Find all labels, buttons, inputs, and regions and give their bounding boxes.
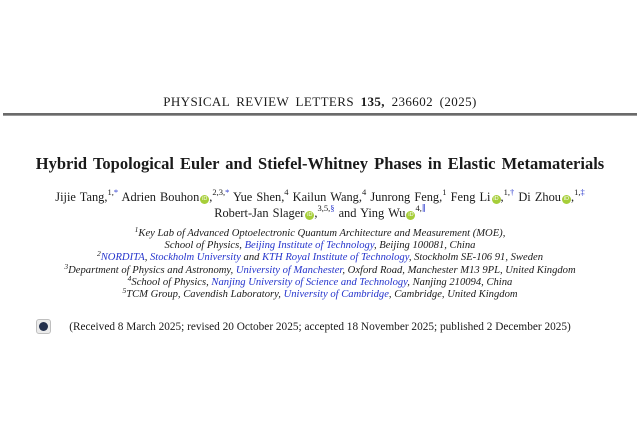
orcid-icon[interactable]: iD	[202, 196, 208, 202]
author-separator: ,	[500, 190, 504, 204]
author-separator: ,	[209, 190, 213, 204]
orcid-icon[interactable]: iD	[563, 196, 570, 202]
author-name: Di Zhou	[518, 190, 561, 204]
author-superscript	[442, 187, 446, 197]
affiliation-text: TCM Group, Cavendish Laboratory,	[126, 289, 284, 301]
author-separator: ,	[314, 206, 318, 220]
author-superscript	[317, 203, 334, 213]
affiliation-number: 1,	[107, 187, 114, 197]
received-row	[0, 318, 640, 336]
author-superscript	[212, 187, 229, 197]
institution-link[interactable]: University of Manchester	[235, 264, 343, 276]
author-superscript	[415, 203, 425, 213]
author-separator: ,	[358, 190, 362, 204]
journal-volume: 135,	[360, 94, 392, 109]
orcid-icon[interactable]: iD	[408, 212, 414, 218]
affiliation-number: 4	[361, 187, 367, 197]
affiliation-number: 4	[284, 187, 289, 197]
affiliation-list	[0, 225, 640, 301]
affiliation-text: ,	[144, 252, 150, 264]
institution-link[interactable]: NORDITA	[100, 252, 145, 264]
affiliation-number: 4,	[415, 203, 422, 213]
affiliation-text: , Oxford Road, Manchester M13 9PL, United Kingdom	[342, 264, 576, 276]
author-joiner: and	[338, 206, 361, 220]
journal-header	[0, 94, 640, 110]
author-separator: ,	[104, 190, 108, 204]
orcid-icon[interactable]: iD	[307, 212, 313, 218]
crossmark-circle	[39, 322, 48, 331]
affiliation-text: Key Lab of Advanced Optoelectronic Quantum Architecture and Measurement (MOE),	[138, 228, 506, 239]
affiliation-number: 1,	[574, 187, 581, 197]
affiliation-superscript: 1	[134, 225, 139, 234]
affiliation-line	[0, 273, 640, 289]
affiliation-text: , Beijing 100081, China	[373, 240, 476, 252]
affiliation-text: School of Physics,	[164, 240, 245, 252]
affiliation-line	[0, 225, 640, 240]
author-name: Robert-Jan Slager	[214, 206, 305, 220]
author-superscript	[362, 187, 366, 197]
author-name: Kailun Wang	[292, 190, 359, 204]
footnote-link[interactable]: §	[330, 203, 335, 213]
author-superscript	[107, 187, 118, 197]
author-superscript	[284, 187, 288, 197]
affiliation-text: , Cambridge, United Kingdom	[388, 289, 518, 301]
affiliation-number: 3,5,	[317, 203, 331, 213]
institution-link[interactable]: Beijing Institute of Technology	[244, 240, 374, 252]
author-name: Junrong Feng	[370, 190, 440, 204]
affiliation-number: 1	[442, 187, 447, 197]
paper-title: Hybrid Topological Euler and Stiefel-Whitney Phases in Elastic Metamaterials	[35, 154, 605, 173]
author-name: Feng Li	[450, 190, 491, 204]
footnote-link[interactable]: †	[509, 187, 515, 197]
author-line	[0, 205, 640, 221]
affiliation-text: Department of Physics and Astronomy,	[68, 264, 236, 276]
affiliation-text: , Nanjing 210094, China	[407, 276, 513, 288]
institution-link[interactable]: KTH Royal Institute of Technology	[262, 252, 409, 264]
author-name: Ying Wu	[360, 206, 406, 220]
affiliation-number: 1,	[503, 187, 510, 197]
affiliation-line	[0, 261, 640, 277]
author-separator: ,	[281, 190, 285, 204]
affiliation-superscript: 4	[127, 273, 132, 283]
author-superscript	[574, 187, 585, 197]
author-name: Yue Shen	[233, 190, 282, 204]
journal-name: PHYSICAL REVIEW LETTERS	[163, 94, 361, 109]
institution-link[interactable]: University of Cambridge	[283, 289, 389, 301]
author-superscript	[504, 187, 515, 197]
institution-link[interactable]: Nanjing University of Science and Technology	[211, 276, 408, 288]
header-rule	[3, 113, 637, 116]
affiliation-line	[0, 249, 640, 264]
orcid-icon[interactable]: iD	[493, 196, 499, 202]
affiliation-superscript: 2	[96, 249, 101, 259]
affiliation-text: School of Physics,	[131, 276, 212, 288]
crossmark-icon[interactable]	[36, 319, 51, 334]
author-separator: ,	[439, 190, 443, 204]
affiliation-text: , Stockholm SE-106 91, Sweden	[408, 252, 543, 264]
affiliation-line	[0, 286, 640, 301]
author-list	[0, 189, 640, 221]
affiliation-number: 2,3,	[212, 187, 226, 197]
footnote-link[interactable]: ‡	[580, 187, 585, 197]
received-dates: (Received 8 March 2025; revised 20 October 2025; accepted 18 November 2025; published 2 December 2025)	[69, 321, 571, 333]
footnote-link[interactable]: *	[113, 187, 119, 197]
institution-link[interactable]: Stockholm University	[149, 252, 241, 264]
author-name: Adrien Bouhon	[121, 190, 200, 204]
footnote-link[interactable]: ∥	[421, 203, 426, 213]
author-name: Jijie Tang	[55, 190, 105, 204]
article-number: 236602 (2025)	[391, 94, 477, 109]
author-separator: ,	[571, 190, 575, 204]
affiliation-superscript: 3	[64, 261, 69, 271]
footnote-link[interactable]: *	[225, 187, 230, 197]
affiliation-text: and	[240, 252, 263, 264]
affiliation-superscript: 5	[122, 286, 127, 296]
